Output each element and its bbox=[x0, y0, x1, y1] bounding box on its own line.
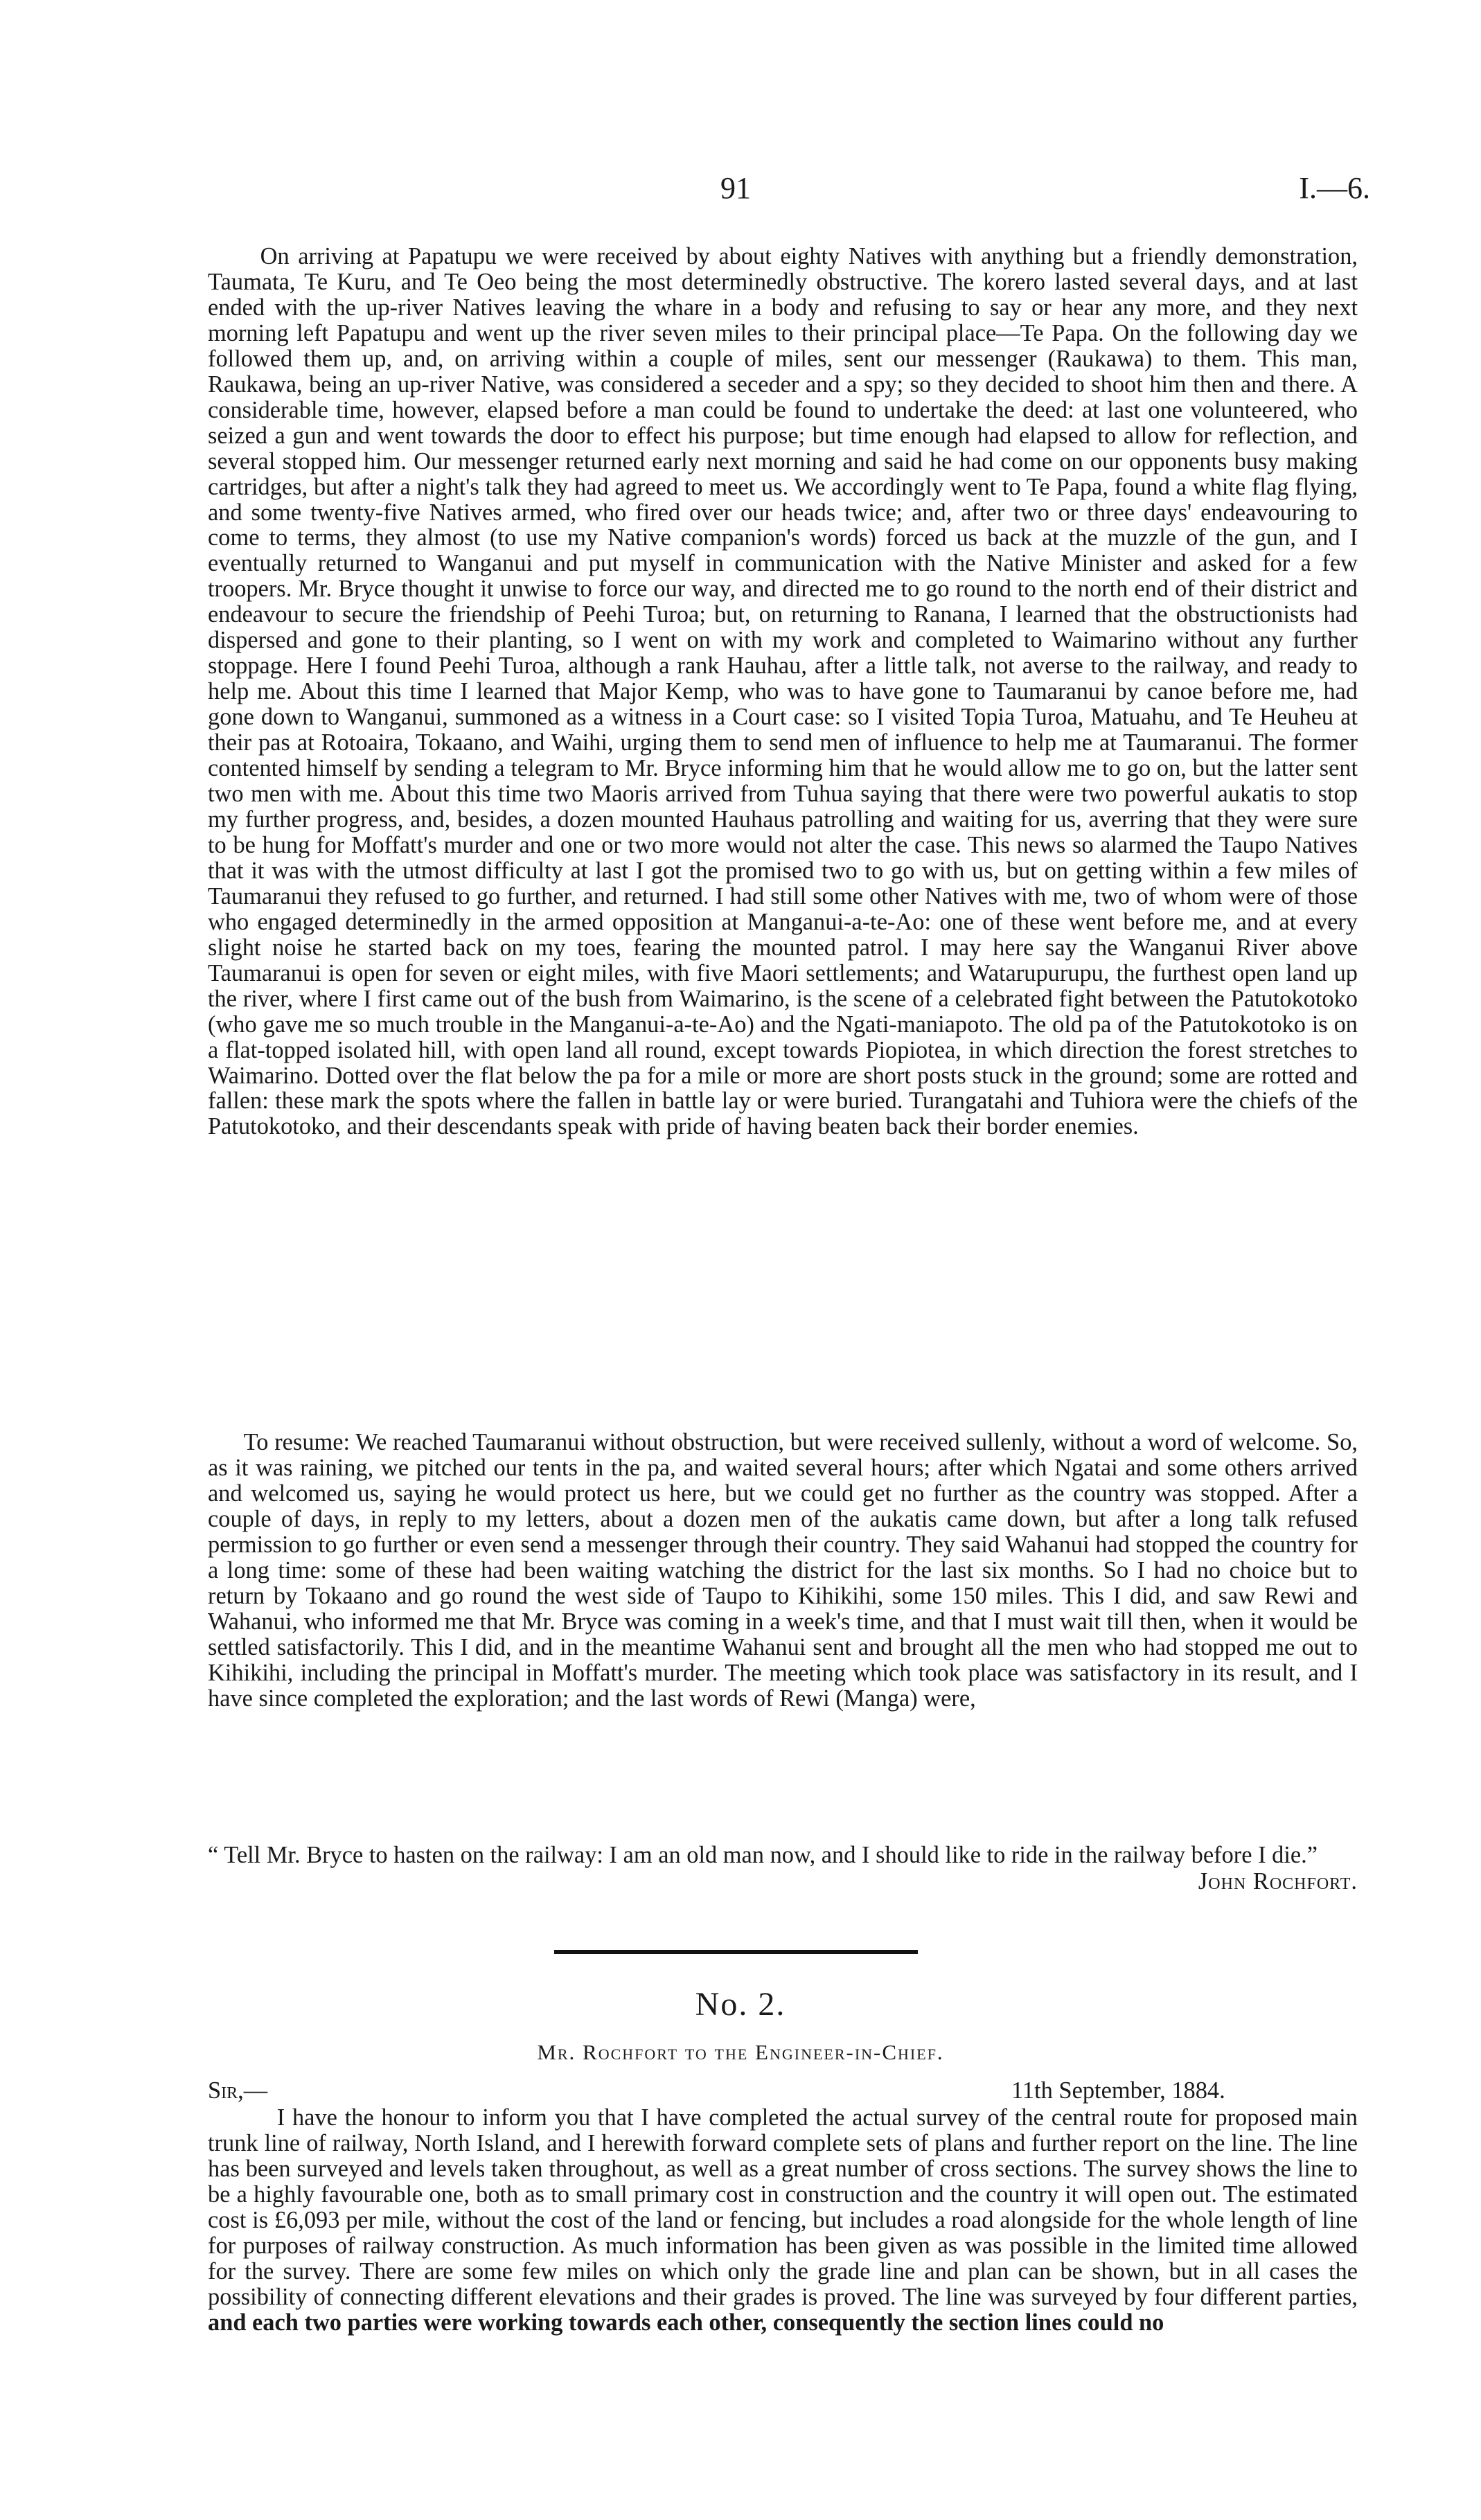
salutation: Sir,— bbox=[208, 2077, 268, 2104]
section-divider bbox=[554, 1950, 918, 1954]
letter-body-text: I have the honour to inform you that I have completed the actual survey of the central route for proposed main trunk line of railway, North Island, and I herewith forward complete sets of plans and further report on the line. The line has been surveyed and levels taken throughout, as well as a great number of cross sections. The survey shows the line to be a highly favourable one, both as to small primary cost in construction and the country it will open out. The estimated cost is £6,093 per mile, without the cost of the land or fencing, but includes a road alongside for the whole length of line for purposes of railway construction. As much information has been given as was possible in the limited time allowed for the survey. There are some few miles on which only the grade line and plan can be shown, but in all cases the possibility of connecting different elevations and their grades is proved. The line was surveyed by four different parties, bbox=[208, 2104, 1358, 2310]
paragraph-papatupu: On arriving at Papatupu we were received by about eighty Natives with anything but a friendly demonstration, Taumata, Te Kuru, and Te Oeo being the most determinedly obstructive. The korero lasted several days, and at last ended with the up-river Natives leaving the whare in a body and refusing to say or hear any more, and they next morning left Papatupu and went up the river seven miles to their principal place—Te Papa. On the following day we followed them up, and, on arriving within a couple of miles, sent our messenger (Raukawa) to them. This man, Raukawa, being an up-river Native, was considered a seceder and a spy; so they decided to shoot him then and there. A considerable time, however, elapsed before a man could be found to undertake the deed: at last one volunteered, who seized a gun and went towards the door to effect his purpose; but time enough had elapsed to allow for reflection, and several stopped him. Our messenger returned early next morning and said he had come on our opponents busy making cartridges, but after a night's talk they had agreed to meet us. We accordingly went to Te Papa, found a white flag flying, and some twenty-five Natives armed, who fired over our heads twice; and, after two or three days' endeavouring to come to terms, they almost (to use my Native companion's words) forced us back at the muzzle of the gun, and I eventually returned to Wanganui and put myself in communication with the Native Minister and asked for a few troopers. Mr. Bryce thought it unwise to force our way, and directed me to go round to the north end of their district and endeavour to secure the friendship of Peehi Turoa; but, on returning to Ranana, I learned that the obstructionists had dispersed and gone to their planting, so I went on with my work and completed to Waimarino without any further stoppage. Here I found Peehi Turoa, although a rank Hauhau, after a little talk, not averse to the railway, and ready to help me. About this time I learned that Major Kemp, who was to have gone to Taumaranui by canoe before me, had gone down to Wanganui, summoned as a witness in a Court case: so I visited Topia Turoa, Matuahu, and Te Heuheu at their pas at Rotoaira, Tokaano, and Waihi, urging them to send men of influence to help me at Taumaranui. The former contented himself by sending a telegram to Mr. Bryce informing him that he would allow me to go on, but the latter sent two men with me. About this time two Maoris arrived from Tuhua saying that there were two powerful aukatis to stop my further progress, and, besides, a dozen mounted Hauhaus patrolling and waiting for us, averring that they were sure to be hung for Moffatt's murder and one or two more would not alter the case. This news so alarmed the Taupo Natives that it was with the utmost difficulty at last I got the promised two to go with us, but on getting within a few miles of Taumaranui they refused to go further, and returned. I had still some other Natives with me, two of whom were of those who engaged determinedly in the armed opposition at Manganui-a-te-Ao: one of these went before me, and at every slight noise he started back on my toes, fearing the mounted patrol. I may here say the Wanganui River above Taumaranui is open for seven or eight miles, with five Maori settlements; and Watarupurupu, the furthest open land up the river, where I first came out of the bush from Waimarino, is the scene of a celebrated fight between the Patutokotoko (who gave me so much trouble in the Manganui-a-te-Ao) and the Ngati-maniapoto. The old pa of the Patutokotoko is on a flat-topped isolated hill, with open land all round, except towards Piopiotea, in which direction the forest stretches to Waimarino. Dotted over the flat below the pa for a mile or more are short posts stuck in the ground; some are rotted and fallen: these mark the spots where the fallen in battle lay or were buried. Turangatahi and Tuhiora were the chiefs of the Patutokotoko, and their descendants speak with pride of having beaten back their border enemies. bbox=[208, 243, 1358, 1140]
document-reference: I.—6. bbox=[1299, 171, 1370, 205]
letter-heading: Mr. Rochfort to the Engineer-in-Chief. bbox=[537, 2040, 944, 2064]
closing-line bbox=[208, 1842, 1358, 1895]
letter-body bbox=[208, 2105, 1358, 2336]
page-number: 91 bbox=[720, 171, 751, 205]
paragraph-to-resume bbox=[208, 1430, 1358, 1711]
signature: John Rochfort. bbox=[1198, 1868, 1358, 1895]
letter-number: No. 2. bbox=[695, 1986, 786, 2023]
letter-body-last-line: and each two parties were working towards each other, consequently the section lines could no bbox=[208, 2309, 1164, 2336]
closing-quote: “ Tell Mr. Bryce to hasten on the railway: I am an old man now, and I should like to ride in the railway before I die.” bbox=[208, 1842, 1318, 1868]
letter-date: 11th September, 1884. bbox=[1011, 2077, 1225, 2104]
paragraph-to-resume-text: To resume: We reached Taumaranui without obstruction, but were received sullenly, without a word of welcome. So, as it was raining, we pitched our tents in the pa, and waited several hours; after which Ngatai and some others arrived and welcomed us, saying he would protect us here, but we could get no further as the country was stopped. After a couple of days, in reply to my letters, about a dozen men of the aukatis came down, but after a long talk refused permission to go further or even send a messenger through their country. They said Wahanui had stopped the country for a long time: some of these had been waiting watching the district for the last six months. So I had no choice but to return by Tokaano and go round the west side of Taupo to Kihikihi, some 150 miles. This I did, and saw Rewi and Wahanui, who informed me that Mr. Bryce was coming in a week's time, and that I must wait till then, when it would be settled satisfactorily. This I did, and in the meantime Wahanui sent and brought all the men who had stopped me out to Kihikihi, including the principal in Moffatt's murder. The meeting which took place was satisfactory in its result, and I have since completed the exploration; and the last words of Rewi (Manga) were, bbox=[208, 1429, 1358, 1712]
